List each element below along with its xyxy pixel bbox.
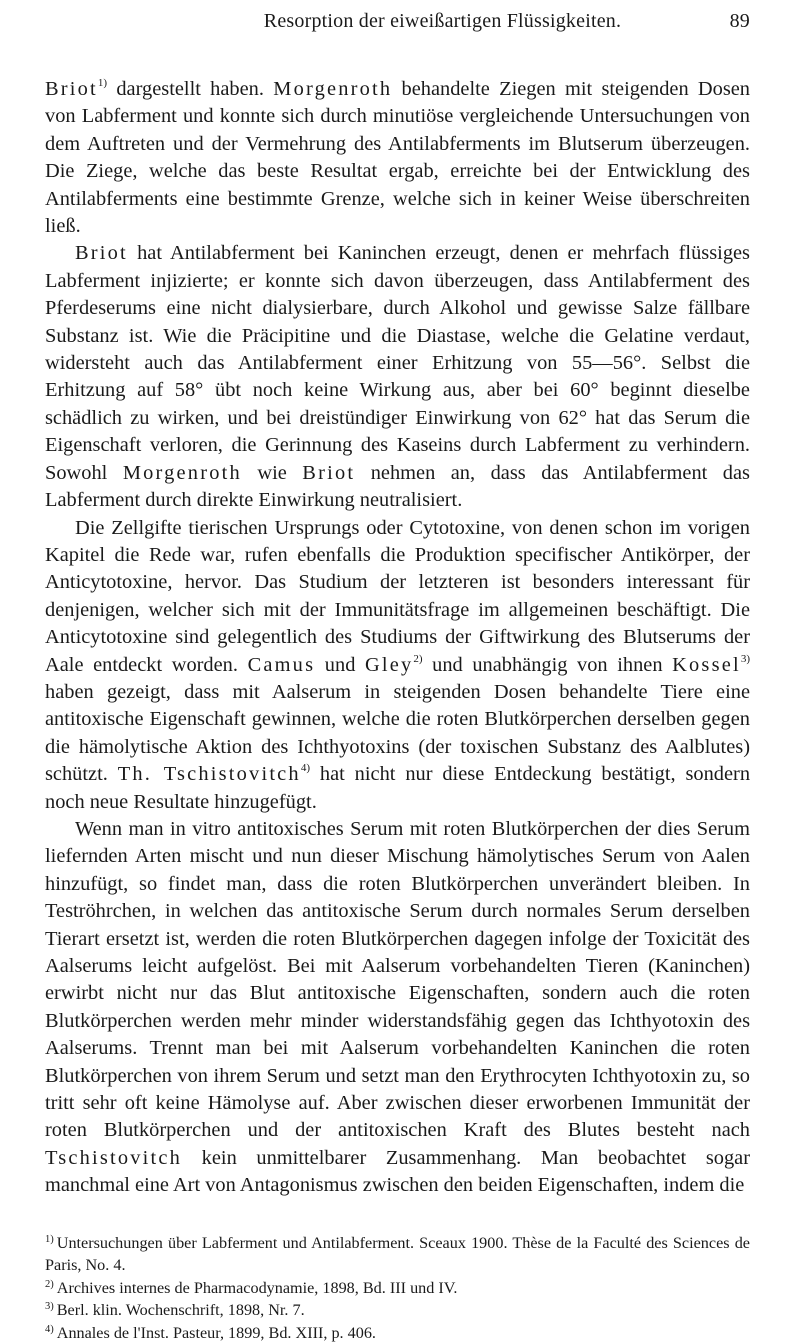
author-name: Morgenroth bbox=[122, 461, 242, 484]
footnote-4 bbox=[45, 1322, 750, 1344]
text-run: wie bbox=[241, 461, 303, 484]
footnote-1 bbox=[45, 1232, 750, 1277]
footnote-ref: 4) bbox=[300, 762, 311, 775]
footnote-mark: 1) bbox=[45, 1233, 54, 1245]
author-name: Briot bbox=[75, 242, 128, 265]
author-name: Briot bbox=[302, 461, 356, 484]
footnote-text: Untersuchungen über Labferment und Antilabferment. Sceaux 1900. Thèse de la Faculté des Sciences de Paris, No. 4. bbox=[45, 1233, 750, 1275]
paragraph-3 bbox=[45, 515, 750, 816]
page-number: 89 bbox=[729, 10, 750, 32]
author-name: Briot bbox=[45, 78, 98, 100]
text-run: dargestellt haben. bbox=[107, 78, 274, 100]
text-run: Die Zellgifte tierischen Ursprungs oder Cytotoxine, von denen schon im vorigen Kapitel die Rede war, rufen ebenfalls die Produktion specifischer Antikörper, der Anticytotoxine, hervor. Das Studium der letzteren ist besonders interessant für denjenigen, welcher sich mit der Immunitätsfrage im allgemeinen beschäftigt. Die Anticytotoxine sind gelegentlich des Studiums der Giftwirkung des Blutserums der Aale entdeckt worden. bbox=[45, 516, 750, 676]
text-run: hat nicht nur diese Entdeckung bestätigt, sondern noch neue Resultate hinzugefügt. bbox=[45, 763, 751, 813]
footnote-ref: 3) bbox=[740, 652, 750, 665]
author-name: Camus bbox=[247, 653, 316, 676]
footnotes bbox=[45, 1232, 750, 1344]
footnote-text: Archives internes de Pharmacodynamie, 1898, Bd. III und IV. bbox=[56, 1278, 458, 1297]
author-name: Morgenroth bbox=[273, 78, 393, 100]
footnote-3 bbox=[45, 1299, 750, 1322]
text-run: behandelte Ziegen mit steigenden Dosen von Labferment und konnte sich durch minutiöse vergleichende Untersuchungen von dem Auftreten und der Vermehrung des Antilabferments im Blutserum überzeugen. Die Ziege, welche das beste Resultat ergab, erreichte bei der Entwicklung des Antilabferments eine bestimmte Grenze, welche sich in keiner Weise überschreiten ließ. bbox=[45, 78, 751, 238]
text-run: und unabhängig von ihnen bbox=[422, 653, 673, 676]
footnote-text: Annales de l'Inst. Pasteur, 1899, Bd. XIII, p. 406. bbox=[56, 1323, 376, 1342]
body-text bbox=[45, 76, 750, 1200]
footnote-2 bbox=[45, 1277, 750, 1300]
paragraph-2 bbox=[45, 240, 750, 514]
author-name: Gley bbox=[364, 653, 414, 676]
footnote-mark: 2) bbox=[45, 1278, 54, 1290]
author-name: Th. Tschistovitch bbox=[117, 763, 301, 786]
author-name: Tschistovitch bbox=[45, 1146, 183, 1169]
text-run: und bbox=[315, 653, 365, 676]
running-title: Resorption der eiweißartigen Flüssigkeiten. bbox=[263, 10, 622, 32]
paragraph-4 bbox=[45, 816, 750, 1200]
footnote-mark: 4) bbox=[45, 1323, 54, 1335]
footnote-mark: 3) bbox=[45, 1301, 54, 1313]
footnote-ref: 2) bbox=[413, 652, 423, 665]
running-head bbox=[45, 0, 750, 34]
author-name: Kossel bbox=[672, 653, 741, 676]
paragraph-1 bbox=[45, 76, 750, 240]
footnote-ref: 1) bbox=[97, 77, 108, 89]
text-run: Wenn man in vitro antitoxisches Serum mit roten Blutkörperchen der dies Serum liefernden Arten mischt und nun dieser Mischung hämolytisches Serum von Aalen hinzufügt, so findet man, dass die roten Blutkörperchen unverändert bleiben. In Teströhrchen, in welchen das antitoxische Serum durch normales Serum derselben Tierart ersetzt ist, werden die roten Blutkörperchen dagegen infolge der Toxicität des Aalserums leicht aufgelöst. Bei mit Aalserum vorbehandelten Tieren (Kaninchen) erwirbt nicht nur das Blut antitoxische Eigenschaften, sondern auch die roten Blutkörperchen werden mehr minder widerstandsfähig gegen das Ichthyotoxin des Aalserums. Trennt man bei mit Aalserum vorbehandelten Kaninchen die roten Blutkörperchen von ihrem Serum und setzt man den Erythrocyten Ichthyotoxin zu, so tritt sehr oft keine Hämolyse auf. Aber zwischen dieser erworbenen Immunität der roten Blutkörperchen und der antitoxischen Kraft des Blutes besteht nach bbox=[45, 817, 750, 1142]
text-run: nehmen an, dass das Antilabferment das Labferment durch direkte Einwirkung neutralisiert. bbox=[45, 461, 750, 512]
footnote-text: Berl. klin. Wochenschrift, 1898, Nr. 7. bbox=[56, 1301, 305, 1320]
text-run: haben gezeigt, dass mit Aalserum in steigenden Dosen behandelte Tiere eine antitoxische Eigenschaft gewinnen, welche die roten Blutkörperchen derselben gegen die hämolytische Aktion des Ichthyotoxins (der toxischen Substanz des Aalblutes) schützt. bbox=[45, 680, 750, 786]
text-run: hat Antilabferment bei Kaninchen erzeugt, denen er mehrfach flüssiges Labferment injizierte; er konnte sich davon überzeugen, dass Antilabferment des Pferdeserums eine nicht dialysierbare, durch Alkohol und gewisse Salze fällbare Substanz ist. Wie die Präcipitine und die Diastase, welche die Gelatine verdaut, widersteht auch das Antilabferment einer Erhitzung von 55—56°. Selbst die Erhitzung auf 58° übt noch keine Wirkung aus, aber bei 60° beginnt dieselbe schädlich zu wirken, und bei dreistündiger Einwirkung von 62° hat das Serum die Eigenschaft verloren, die Gerinnung des Kaseins durch Labferment zu verhindern. Sowohl bbox=[45, 242, 750, 484]
text-run: kein unmittelbarer Zusammenhang. Man beobachtet sogar manchmal eine Art von Antagonismus zwischen den beiden Eigenschaften, indem die bbox=[45, 1146, 750, 1197]
